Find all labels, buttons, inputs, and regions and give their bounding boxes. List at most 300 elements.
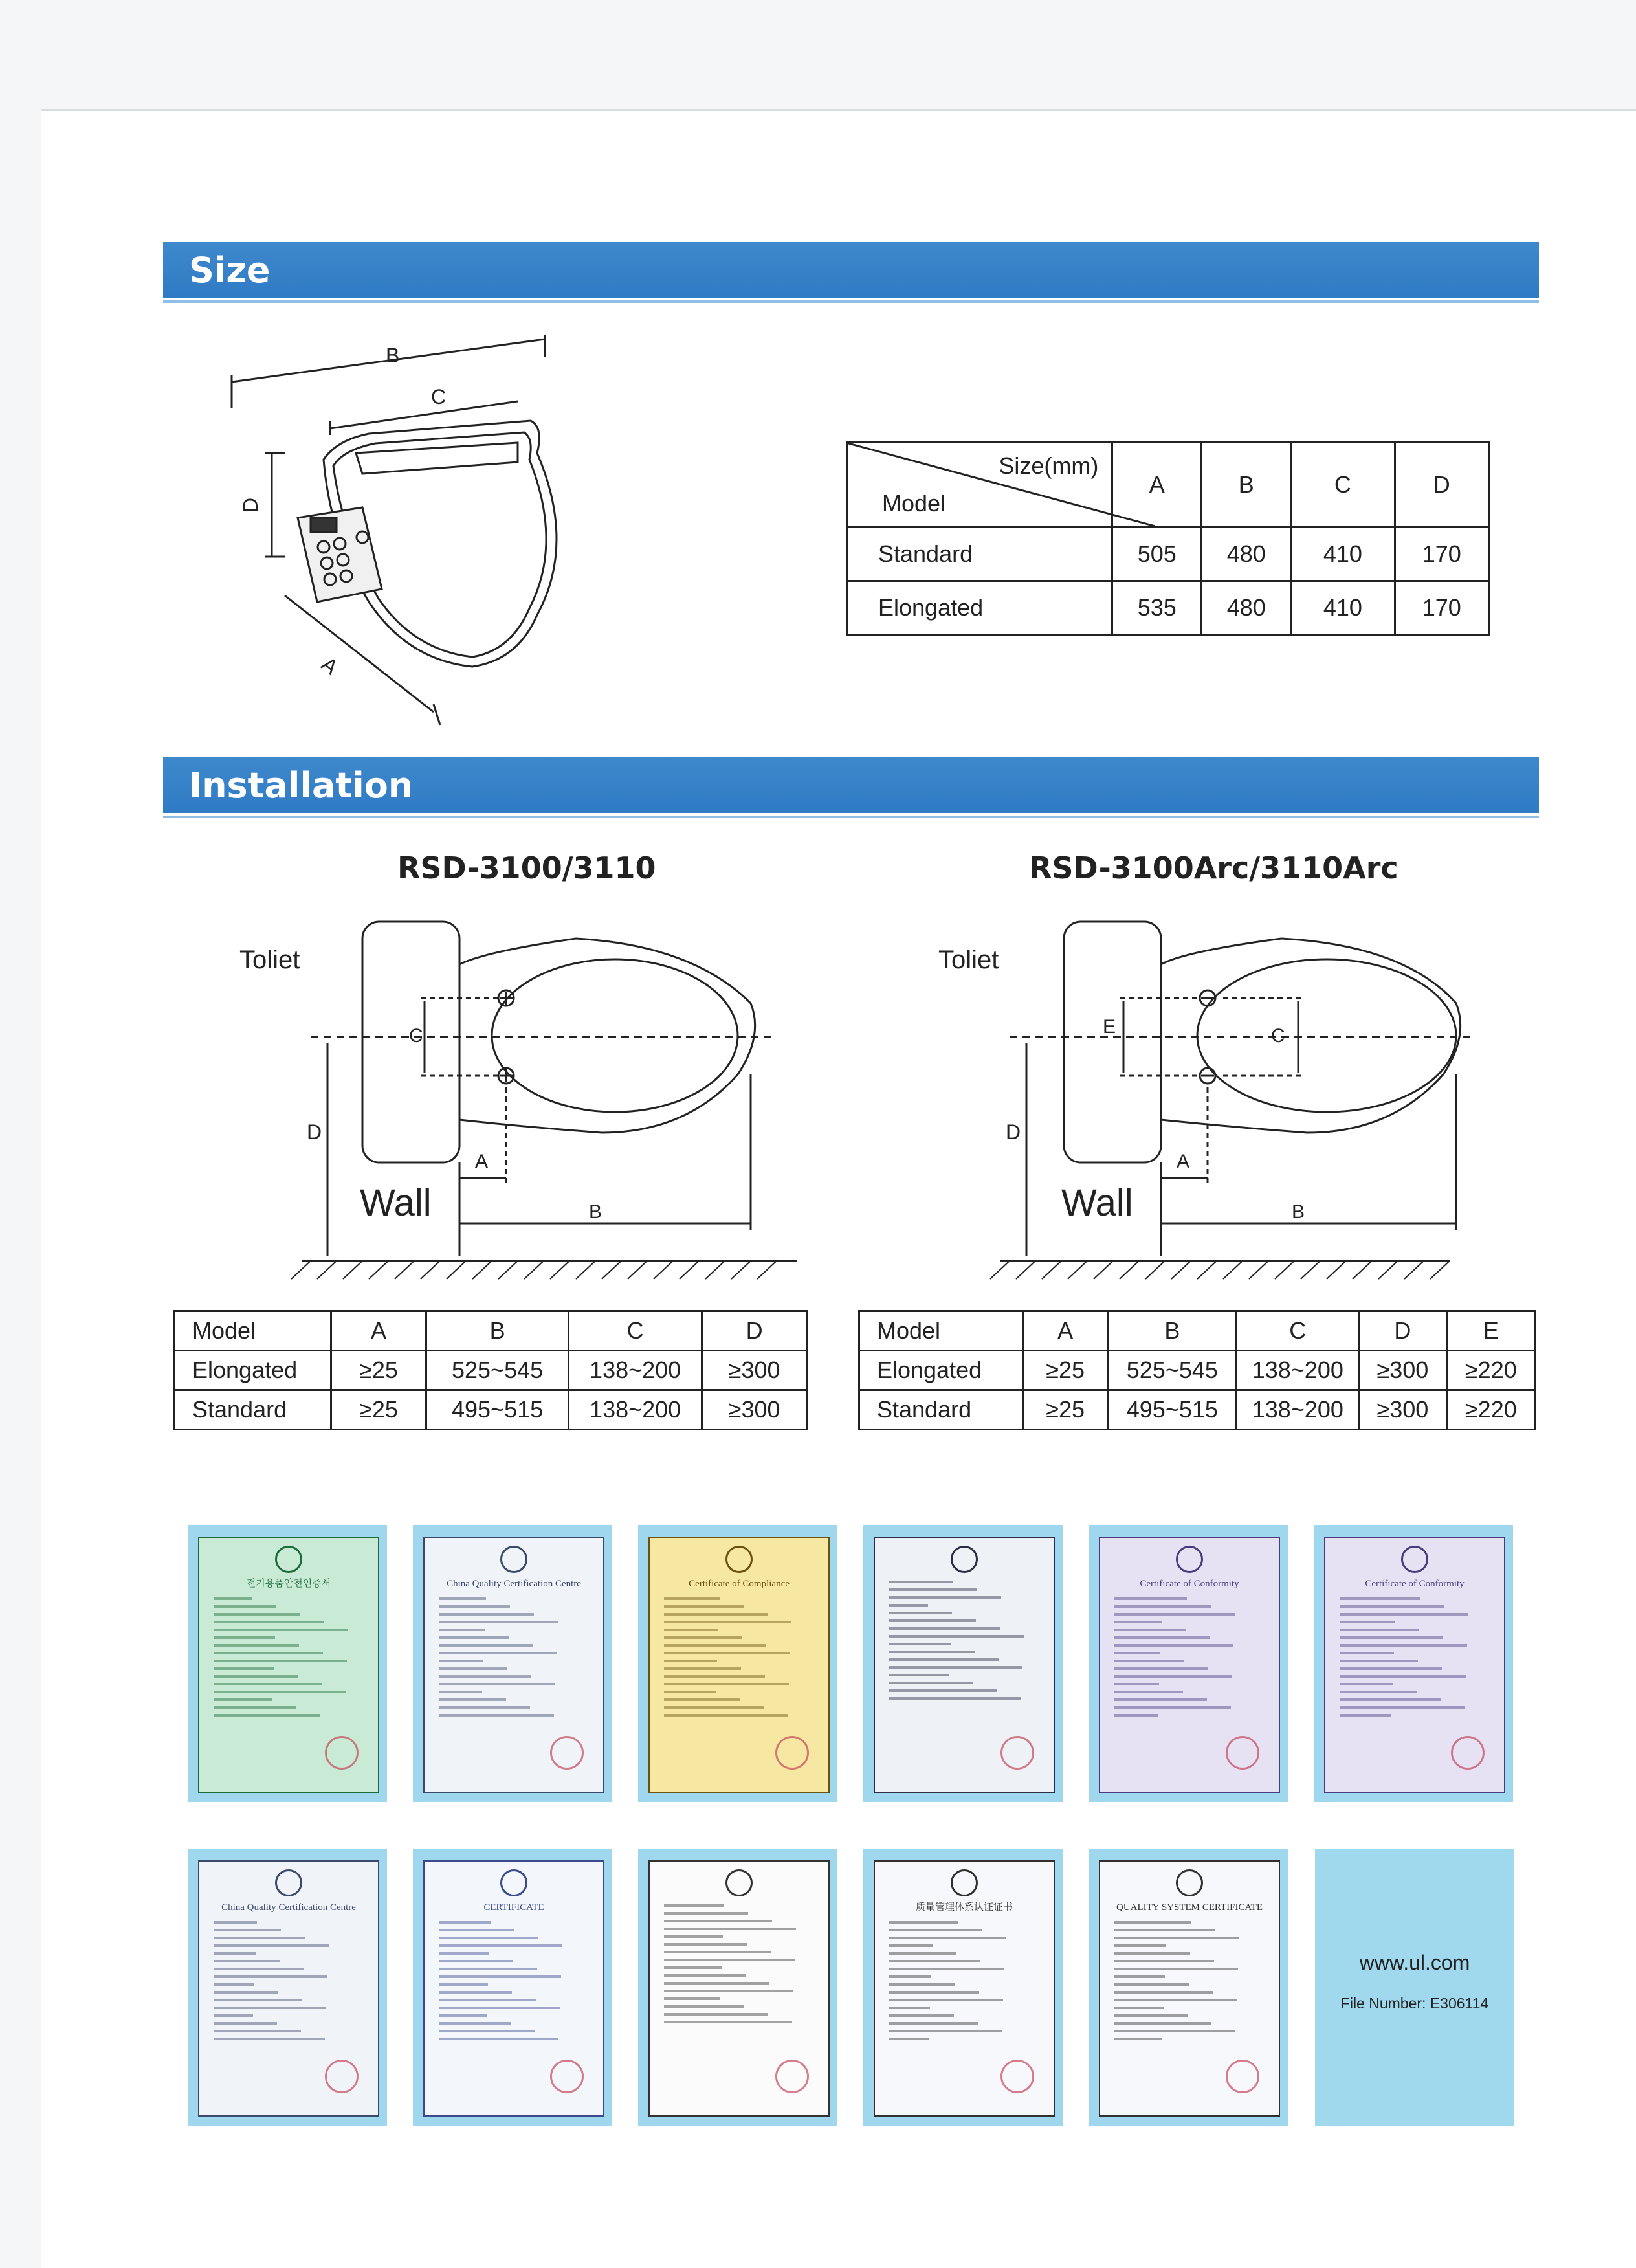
certificate-text-line [214,1937,305,1939]
certificate-text-line [1114,1975,1165,1978]
certificate-text-line [1114,1929,1215,1931]
certificate-text-line [1114,1921,1191,1924]
certificate-title: Certificate of Conformity [1365,1579,1465,1589]
certificate-document [648,1860,830,2117]
certificate-document [198,1860,379,2117]
page-scan-margin-top [0,0,1636,111]
certificate-text-line [889,1975,931,1978]
certificate-text-line [1114,1999,1237,2001]
certificate-text-line [439,1667,507,1670]
certificate-title: CERTIFICATE [483,1902,544,1913]
certificate-seal-icon [1226,1736,1259,1770]
certificate-text-line [439,1605,510,1608]
certificate-text-line [439,1683,555,1685]
installation-section-title: Installation [189,765,414,806]
right-dim-label-c: C [1271,1025,1285,1047]
certificate-document [1324,1537,1505,1793]
certificate-text-line [889,1612,952,1614]
certificate-text-line [214,1660,347,1662]
installation-diagram-left [239,906,809,1282]
certificate-text-line [1340,1675,1466,1678]
certificate-text-line [439,1691,482,1693]
size-dim-label-c: C [431,385,447,408]
certificate-document [1099,1537,1280,1793]
certificate-text-line [439,2014,487,2017]
certificate-text-line [664,1904,724,1907]
certificate-text-line [664,2013,768,2016]
right-dim-label-d: D [1006,1120,1021,1144]
certificate-emblem-icon [500,1869,527,1896]
size-table-col-d: D [1395,443,1488,528]
column-header: B [426,1311,569,1351]
table-cell: ≥220 [1446,1390,1535,1430]
certificate-thumbnail [188,1525,387,1802]
size-dim-label-d: D [239,497,262,513]
column-header: D [702,1311,807,1351]
certificate-thumbnail [1089,1525,1288,1802]
certificate-text-line [214,1675,298,1678]
certificate-text-line [214,1921,257,1924]
certificate-text-line [889,1960,980,1962]
certificate-text-line [439,1929,514,1931]
certificate-text-line [889,1588,977,1591]
certificate-text-line [1340,1644,1467,1647]
certificate-text-line [889,2007,930,2009]
certificate-thumbnail [1314,1525,1513,1802]
certificate-text-line [214,1683,322,1685]
table-cell: ≥300 [702,1390,807,1430]
certificate-title: China Quality Certification Centre [221,1902,356,1913]
certificate-text-line [889,1635,1024,1638]
certificate-text-line [889,1604,928,1606]
page-edge-line [41,109,1636,111]
certificate-text-line [214,2038,325,2040]
size-cell: 410 [1291,581,1395,635]
certificate-title: QUALITY SYSTEM CERTIFICATE [1116,1902,1263,1913]
certificate-text-line [439,1991,512,1994]
certificate-text-line [1340,1652,1394,1654]
table-cell: 525~545 [426,1351,569,1390]
certificate-text-line [439,2038,558,2040]
table-row [175,1390,807,1430]
column-header: D [1359,1311,1447,1351]
table-row [848,581,1489,635]
certificate-text-line [1114,1952,1190,1955]
table-cell: ≥25 [331,1390,426,1430]
certificate-text-line [214,1968,304,1970]
certificate-text-line [439,1944,562,1947]
certificate-text-line [889,1682,973,1684]
certificate-text-line [664,1912,748,1915]
certificate-text-line [439,1714,554,1717]
certificate-text-line [214,1698,272,1701]
right-dim-label-a: A [1177,1151,1190,1172]
size-dim-label-b: B [386,344,400,367]
certificate-text-line [214,1644,299,1647]
table-header-row [859,1311,1536,1351]
certificate-text-line [1114,1937,1239,1939]
certificate-text-line [214,1952,256,1955]
certificate-text-line [1340,1683,1393,1685]
right-dim-label-e: E [1103,1016,1116,1038]
page-scan-margin-left [0,0,41,2268]
certificate-thumbnail [1089,1849,1288,2126]
certificate-seal-icon [775,1736,809,1770]
certificate-text-line [664,1660,717,1662]
certificate-emblem-icon [275,1546,302,1573]
certificate-thumbnail [863,1525,1063,1802]
certificate-text-line [889,1627,1000,1630]
left-wall-label: Wall [360,1182,432,1224]
certificate-text-line [1114,1960,1214,1962]
column-header: Model [175,1311,331,1351]
certificate-thumbnail [863,1849,1063,2126]
table-cell: ≥25 [331,1351,426,1390]
size-cell: 480 [1202,581,1291,635]
size-cell: 170 [1395,581,1488,635]
certificate-text-line [1114,1706,1231,1709]
column-header: A [331,1311,426,1351]
certificate-text-line [1114,1714,1158,1717]
header-underline [163,300,1539,303]
column-header: C [1237,1311,1359,1351]
certificate-text-line [214,1714,320,1717]
certificate-text-line [664,1714,788,1717]
right-toilet-label: Toliet [938,946,999,974]
certificate-text-line [889,1999,1003,2001]
certificate-text-line [664,1636,742,1639]
size-table-header-row [848,443,1489,528]
certificate-text-line [1114,1644,1233,1647]
certificate-text-line [664,2021,792,2023]
certificate-text-line [889,1991,979,1994]
certificate-text-line [214,1636,275,1639]
left-dim-label-a: A [475,1151,489,1172]
certificate-text-line [1114,2022,1211,2025]
certificate-text-line [889,2014,954,2017]
certificate-text-line [664,1974,746,1977]
table-header-row [175,1311,807,1351]
installation-diagram-right [938,906,1508,1282]
certificate-seal-icon [1226,2060,1259,2093]
certificate-text-line [1114,1968,1238,1970]
table-cell: 138~200 [568,1390,702,1430]
size-table-corner-top: Size(mm) [999,452,1099,479]
table-cell: Standard [175,1390,331,1430]
table-cell: ≥25 [1023,1351,1108,1390]
certificate-text-line [664,1997,720,2000]
table-cell: 495~515 [1108,1390,1237,1430]
certificate-text-line [664,1935,723,1938]
installation-section-header [163,757,1539,813]
certificate-text-line [889,1666,1022,1669]
certificate-text-line [889,1697,1021,1700]
column-header: B [1108,1311,1237,1351]
certificate-emblem-icon [1401,1546,1428,1573]
certificate-text-line [439,1706,530,1709]
certificate-text-line [1340,1613,1468,1616]
size-cell: 410 [1291,528,1395,581]
certificate-seal-icon [1451,1736,1485,1770]
certificate-text-line [439,1613,534,1616]
certificate-text-line [439,2022,511,2025]
certificate-text-line [889,1952,956,1955]
table-cell: Elongated [175,1351,331,1390]
certificate-text-line [439,1999,536,2001]
size-dim-label-a: A [317,652,343,680]
certificate-text-line [1114,2030,1235,2032]
certificate-text-line [214,1983,254,1986]
certificate-text-line [439,1652,557,1654]
certificate-text-line [439,1937,538,1939]
certificate-title: China Quality Certification Centre [447,1579,581,1589]
certificate-text-line [214,1960,280,1962]
certificate-text-line [1114,1675,1232,1678]
certificate-thumbnail [413,1525,612,1802]
certificate-text-line [889,1937,1006,1939]
certificate-text-line [664,1706,764,1709]
certificate-text-line [664,1667,741,1670]
table-cell: 138~200 [1237,1390,1359,1430]
certificate-text-line [439,1597,486,1600]
table-cell: 525~545 [1108,1351,1237,1390]
certificate-text-line [439,1675,531,1678]
certificate-text-line [889,1944,933,1947]
table-row [859,1351,1536,1390]
certificate-text-line [664,1644,766,1647]
certificate-text-line [664,1951,771,1953]
certificate-text-line [214,2007,326,2009]
certificate-text-line [889,1619,976,1622]
certificate-text-line [664,1959,795,1961]
certificate-seal-icon [550,1736,584,1770]
size-row-model: Standard [848,528,1112,581]
left-dim-label-d: D [307,1120,322,1144]
certificate-text-line [439,1975,561,1978]
ul-file-number: File Number: E306114 [1340,1995,1489,2012]
certificate-text-line [439,1921,491,1924]
certificate-text-line [439,1952,489,1955]
table-cell: Elongated [859,1351,1023,1390]
size-table [846,441,1490,636]
certificate-document [423,1537,604,1793]
ul-url-text: www.ul.com [1359,1951,1470,1974]
size-table-col-b: B [1202,443,1291,528]
installation-table-right [858,1310,1536,1430]
certificate-text-line [214,1605,276,1608]
table-cell: 138~200 [1237,1351,1359,1390]
certificate-emblem-icon [951,1546,978,1573]
certificate-text-line [214,1975,327,1978]
certificate-text-line [439,1621,558,1623]
certificate-text-line [1114,2038,1162,2040]
certificate-thumbnail [638,1849,837,2126]
seat-size-diagram [214,324,576,738]
certificate-text-line [664,1943,747,1946]
certificate-seal-icon [775,2060,809,2093]
certificate-document [874,1860,1055,2117]
certificate-seal-icon [325,1736,359,1770]
table-row [859,1390,1536,1430]
certificate-text-line [1340,1691,1417,1693]
certificate-text-line [214,1629,348,1631]
certificate-text-line [889,1581,953,1583]
certificate-text-line [889,1596,1001,1599]
certificate-text-line [664,1629,718,1631]
size-cell: 505 [1112,528,1202,581]
size-table-col-c: C [1291,443,1395,528]
table-cell: ≥300 [1359,1390,1447,1430]
certificate-thumbnail [413,1849,612,2126]
certificate-text-line [1340,1667,1442,1670]
size-section-header [163,242,1539,298]
certificate-title: Certificate of Compliance [689,1579,790,1589]
certificate-text-line [214,1613,300,1616]
certificate-document [198,1537,379,1793]
column-header: E [1446,1311,1535,1351]
certificate-text-line [214,1706,296,1709]
certificate-text-line [214,2014,253,2017]
certificate-text-line [1340,1621,1395,1623]
table-cell: Standard [859,1390,1023,1430]
certificate-emblem-icon [500,1546,527,1573]
table-cell: 138~200 [568,1351,702,1390]
certificate-text-line [1114,1636,1210,1639]
certificate-text-line [889,1921,958,1924]
certificate-text-line [439,1698,506,1701]
size-cell: 480 [1202,528,1291,581]
certificate-text-line [1340,1605,1444,1608]
certificate-text-line [664,1691,716,1693]
certificate-text-line [664,1920,772,1922]
certificate-text-line [664,2005,744,2008]
certificate-text-line [889,1658,999,1661]
certificate-text-line [214,1691,346,1693]
certificate-emblem-icon [725,1869,753,1896]
certificate-seal-icon [550,2060,584,2093]
size-row-model: Elongated [848,581,1112,635]
certificate-emblem-icon [951,1869,978,1896]
certificate-text-line [664,1683,789,1685]
certificate-text-line [889,1674,949,1676]
table-cell: ≥220 [1446,1351,1535,1390]
certificate-text-line [439,2030,535,2032]
certificate-text-line [1114,2014,1188,2017]
size-table-corner [848,443,1112,528]
certificate-text-line [1114,1683,1159,1685]
certificate-text-line [889,1651,975,1653]
certificate-thumbnail [638,1525,837,1802]
right-wall-label: Wall [1061,1182,1133,1224]
size-cell: 170 [1395,528,1488,581]
table-cell: ≥300 [702,1351,807,1390]
certificate-text-line [439,1636,509,1639]
certificate-text-line [664,1605,744,1608]
size-section-title: Size [189,250,271,291]
certificate-text-line [889,2030,1002,2032]
certificate-document [648,1537,830,1793]
table-cell: ≥300 [1359,1351,1447,1390]
certificate-document [423,1860,604,2117]
header-underline [163,816,1539,818]
left-dim-label-b: B [589,1201,602,1223]
certificate-text-line [1340,1660,1418,1662]
certificate-text-line [439,2007,560,2009]
certificate-text-line [664,1675,765,1678]
certificate-text-line [1114,1605,1211,1608]
certificate-seal-icon [325,2060,359,2093]
certificate-text-line [1114,1621,1162,1623]
certificate-text-line [664,1928,796,1930]
certificate-text-line [1114,1629,1186,1631]
certificate-text-line [1114,1698,1207,1701]
certificate-emblem-icon [725,1546,753,1573]
certificate-text-line [214,1944,329,1947]
certificate-text-line [889,1929,982,1931]
size-cell: 535 [1112,581,1202,635]
certificate-text-line [664,1982,769,1984]
certificate-text-line [664,1966,722,1969]
certificate-document [1099,1860,1280,2117]
certificate-seal-icon [1000,2060,1034,2093]
certificate-text-line [214,1621,324,1623]
certificate-text-line [664,1698,740,1701]
column-header: Model [859,1311,1023,1351]
column-header: C [568,1311,702,1351]
certificate-emblem-icon [275,1869,302,1896]
certificate-text-line [214,1652,323,1654]
certificate-thumbnail [188,1849,387,2126]
certificate-text-line [664,1613,768,1616]
left-toilet-label: Toliet [239,946,300,974]
certificate-text-line [1340,1714,1391,1717]
certificate-text-line [214,1597,252,1600]
certificate-text-line [1340,1636,1443,1639]
certificate-text-line [1340,1629,1419,1631]
certificate-text-line [1114,2007,1164,2009]
certificate-seal-icon [1000,1736,1034,1770]
size-table-col-a: A [1112,443,1202,528]
certificate-text-line [1114,1597,1187,1600]
certificate-text-line [1340,1698,1441,1701]
table-row [175,1351,807,1390]
certificate-text-line [1114,1944,1166,1947]
certificate-text-line [439,1644,533,1647]
certificate-text-line [1340,1706,1465,1709]
certificate-text-line [439,1960,513,1962]
left-model-title: RSD-3100/3110 [397,850,656,885]
certificate-emblem-icon [1176,1869,1203,1896]
certificate-text-line [1340,1597,1420,1600]
certificate-text-line [1114,1991,1213,1994]
right-model-title: RSD-3100Arc/3110Arc [1029,850,1398,885]
certificate-text-line [889,2038,929,2040]
certificate-text-line [664,1597,720,1600]
certificate-text-line [889,1689,997,1692]
certificate-text-line [889,2022,978,2025]
certificate-text-line [439,1660,483,1662]
certificate-text-line [214,2030,301,2032]
right-dim-label-b: B [1292,1201,1305,1223]
certificate-text-line [664,1990,793,1992]
certificate-text-line [889,1968,1004,1970]
installation-table-left [173,1310,808,1430]
table-cell: 495~515 [426,1390,569,1430]
certificate-text-line [214,1929,281,1931]
certificate-text-line [889,1983,955,1986]
certificate-text-line [1114,1652,1160,1654]
certificate-text-line [214,1991,278,1994]
